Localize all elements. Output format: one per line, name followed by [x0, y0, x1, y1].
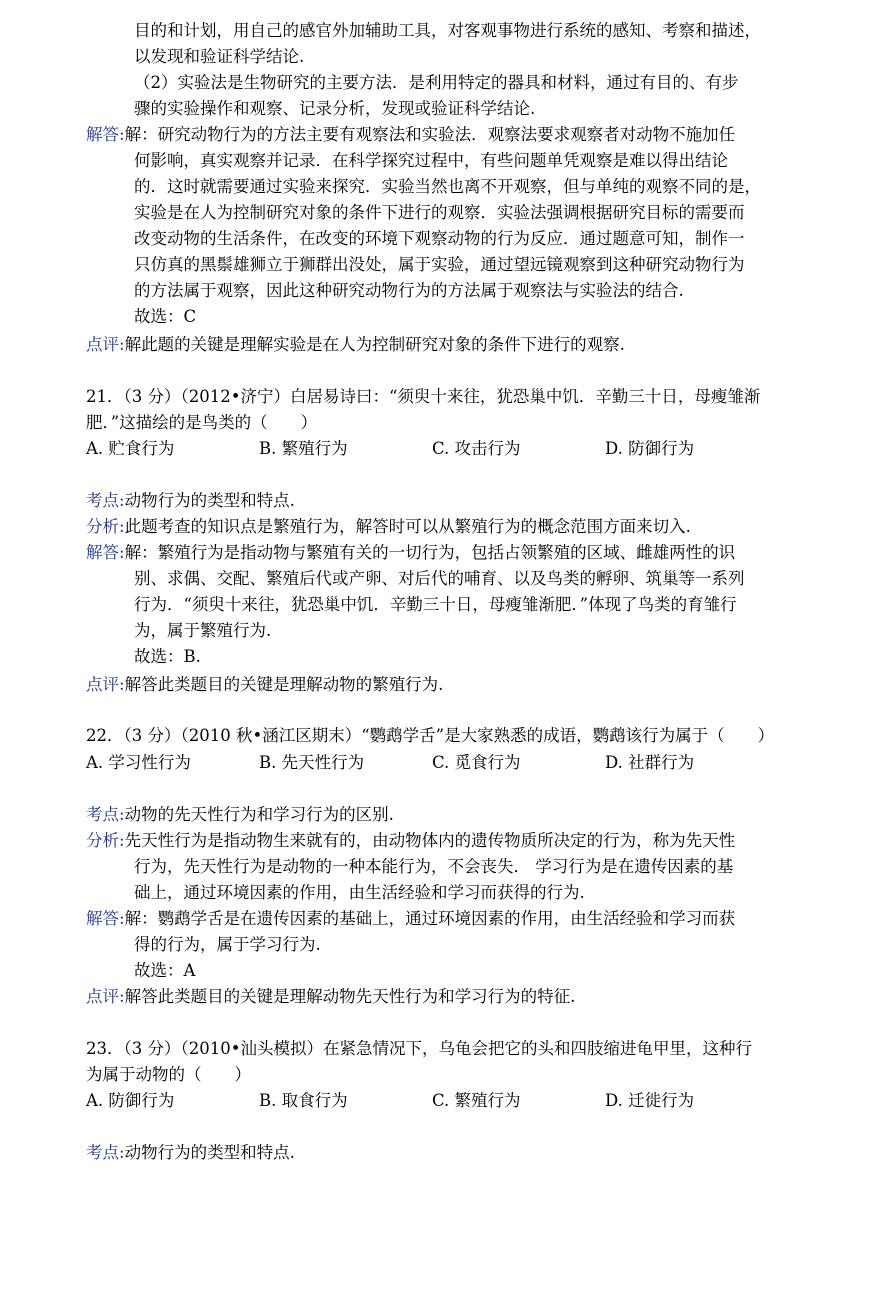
- answer-label: 解答:: [86, 909, 125, 928]
- option-d: D. 社群行为: [605, 753, 695, 772]
- answer-line: 得的行为，属于学习行为.: [134, 935, 321, 954]
- answer-line: 的方法属于观察，因此这种研究动物行为的方法属于观察法与实验法的结合.: [134, 281, 684, 300]
- analysis-line: 行为，先天性行为是动物的一种本能行为，不会丧失． 学习行为是在遗传因素的基: [134, 857, 734, 876]
- comment-text: 解此题的关键是理解实验是在人为控制研究对象的条件下进行的观察.: [124, 335, 625, 354]
- option-a: A. 贮食行为: [86, 439, 175, 458]
- q21-comment: [86, 672, 786, 698]
- question-stem-line: 肥．”这描绘的是鸟类的（ ）: [86, 413, 318, 432]
- intro-line: （2）实验法是生物研究的主要方法．是利用特定的器具和材料，通过有目的、有步: [134, 73, 739, 92]
- q22-analysis: [86, 828, 786, 906]
- option-a: A. 学习性行为: [86, 753, 191, 772]
- answer-line: 实验是在人为控制研究对象的条件下进行的观察．实验法强调根据研究目标的需要而: [134, 203, 745, 222]
- option-b: B. 取食行为: [259, 1091, 348, 1110]
- q20-answer: [86, 122, 786, 330]
- q21-stem: [86, 384, 786, 436]
- question-stem-line: 21．（3 分）（2012•济宁）白居易诗曰：“须臾十来往，犹恐巢中饥．辛勤三十日，母瘦雏渐: [86, 387, 761, 406]
- option-c: C. 攻击行为: [432, 439, 521, 458]
- comment-text: 解答此类题目的关键是理解动物先天性行为和学习行为的特征.: [124, 987, 576, 1006]
- q22-stem: [86, 723, 786, 749]
- analysis-text: 先天性行为是指动物生来就有的，由动物体内的遗传物质所决定的行为，称为先天性: [124, 831, 736, 850]
- q22-options: [86, 750, 786, 776]
- q22-answer: [86, 906, 786, 984]
- option-c: C. 觅食行为: [432, 753, 521, 772]
- intro-line: 骤的实验操作和观察、记录分析，发现或验证科学结论.: [134, 99, 536, 118]
- q21-answer: [86, 540, 786, 670]
- point-text: 动物的先天性行为和学习行为的区别.: [124, 805, 394, 824]
- q21-options: [86, 436, 786, 462]
- point-text: 动物行为的类型和特点.: [124, 491, 295, 510]
- q20-answer-first-line: [86, 122, 786, 148]
- answer-line: 为，属于繁殖行为.: [134, 621, 272, 640]
- intro-line: 以发现和验证科学结论.: [134, 47, 305, 66]
- q20-comment: [86, 332, 786, 358]
- answer-label: 解答:: [86, 125, 125, 144]
- point-label: 考点:: [86, 491, 125, 510]
- question-stem-line: 为属于动物的（ ）: [86, 1065, 251, 1084]
- q21-point: [86, 488, 786, 514]
- intro-block: [86, 18, 786, 122]
- answer-line: 的．这时就需要通过实验来探究．实验当然也离不开观察，但与单纯的观察不同的是，: [134, 177, 761, 196]
- question-stem-line: 22．（3 分）（2010 秋•涵江区期末）“鹦鹉学舌”是大家熟悉的成语，鹦鹉该行为属于（ ）: [86, 726, 775, 745]
- answer-choice: 故选：C: [134, 307, 197, 326]
- answer-text: 解：鹦鹉学舌是在遗传因素的基础上，通过环境因素的作用，由生活经验和学习而获: [124, 909, 736, 928]
- intro-line: 目的和计划，用自己的感官外加辅助工具，对客观事物进行系统的感知、考察和描述，: [134, 21, 761, 40]
- question-stem-line: 23．（3 分）（2010•汕头模拟）在紧急情况下，乌龟会把它的头和四肢缩进龟甲里，这种行: [86, 1039, 752, 1058]
- q22-comment: [86, 984, 786, 1010]
- answer-text: 解：研究动物行为的方法主要有观察法和实验法．观察法要求观察者对动物不施加任: [124, 125, 736, 144]
- analysis-label: 分析:: [86, 517, 125, 536]
- point-text: 动物行为的类型和特点.: [124, 1143, 295, 1162]
- point-label: 考点:: [86, 805, 125, 824]
- q23-point: [86, 1140, 786, 1166]
- option-b: B. 先天性行为: [259, 753, 365, 772]
- comment-label: 点评:: [86, 675, 125, 694]
- option-d: D. 迁徙行为: [605, 1091, 695, 1110]
- answer-label: 解答:: [86, 543, 125, 562]
- option-c: C. 繁殖行为: [432, 1091, 521, 1110]
- analysis-text: 此题考查的知识点是繁殖行为，解答时可以从繁殖行为的概念范围方面来切入.: [124, 517, 691, 536]
- option-a: A. 防御行为: [86, 1091, 175, 1110]
- answer-choice: 故选：A: [134, 961, 196, 980]
- answer-line: 行为．“须臾十来往，犹恐巢中饥．辛勤三十日，母瘦雏渐肥．”体现了鸟类的育雏行: [134, 595, 737, 614]
- answer-line: 别、求偶、交配、繁殖后代或产卵、对后代的哺育、以及鸟类的孵卵、筑巢等一系列: [134, 569, 745, 588]
- q22-point: [86, 802, 786, 828]
- comment-label: 点评:: [86, 987, 125, 1006]
- q23-stem: [86, 1036, 786, 1088]
- answer-choice: 故选：B.: [134, 647, 201, 666]
- point-label: 考点:: [86, 1143, 125, 1162]
- answer-line: 改变动物的生活条件，在改变的环境下观察动物的行为反应．通过题意可知，制作一: [134, 229, 745, 248]
- comment-label: 点评:: [86, 335, 125, 354]
- comment-text: 解答此类题目的关键是理解动物的繁殖行为.: [124, 675, 444, 694]
- option-b: B. 繁殖行为: [259, 439, 348, 458]
- analysis-line: 础上，通过环境因素的作用，由生活经验和学习而获得的行为.: [134, 883, 585, 902]
- q21-analysis: [86, 514, 786, 540]
- answer-line: 何影响，真实观察并记录．在科学探究过程中，有些问题单凭观察是难以得出结论: [134, 151, 728, 170]
- analysis-label: 分析:: [86, 831, 125, 850]
- option-d: D. 防御行为: [605, 439, 695, 458]
- answer-text: 解：繁殖行为是指动物与繁殖有关的一切行为，包括占领繁殖的区域、雌雄两性的识: [124, 543, 736, 562]
- answer-line: 只仿真的黑鬃雄狮立于狮群出没处，属于实验，通过望远镜观察到这种研究动物行为: [134, 255, 745, 274]
- q23-options: [86, 1088, 786, 1114]
